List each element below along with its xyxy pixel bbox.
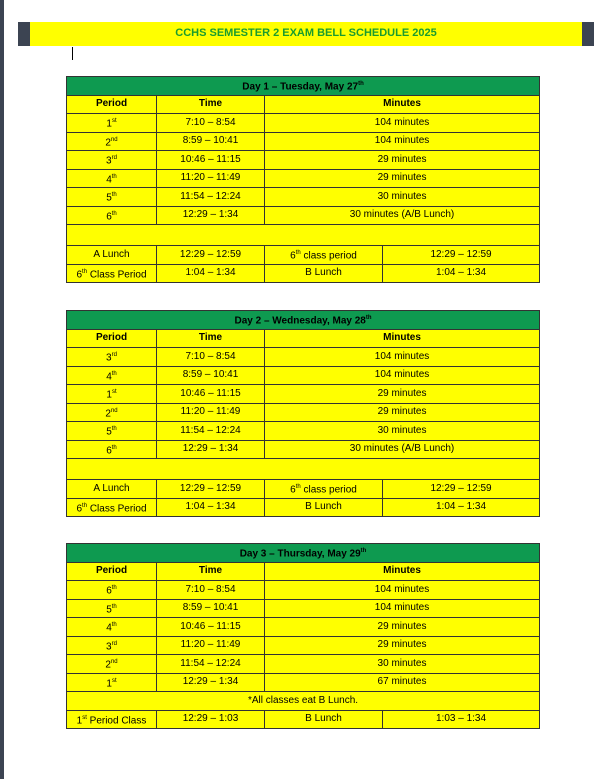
time-cell: 12:29 – 1:34 [157, 673, 265, 692]
ordinal-number: 1 [76, 714, 83, 726]
minutes-cell: 30 minutes (A/B Lunch) [265, 440, 540, 459]
period-header: Period [67, 95, 157, 114]
period-cell [67, 618, 157, 637]
table-row [67, 114, 540, 133]
minutes-cell: 104 minutes [265, 366, 540, 385]
class-period-time: 12:29 – 12:59 [383, 246, 540, 265]
ordinal-suffix: th [111, 370, 117, 377]
table-row [67, 385, 540, 404]
day-heading-text: Day 3 – Thursday, May 29 [239, 548, 361, 560]
ordinal-number: 1 [106, 677, 112, 689]
table-row [67, 151, 540, 170]
table-row [67, 348, 540, 367]
ordinal-suffix: th [111, 622, 117, 629]
lunch-row [67, 480, 540, 499]
ordinal-suffix: th [295, 484, 301, 491]
page-left-edge [0, 0, 4, 779]
period-cell [67, 188, 157, 207]
day3-schedule-table [66, 543, 540, 729]
table-row [67, 673, 540, 692]
spacer-row [67, 459, 540, 480]
day-heading-text: Day 2 – Wednesday, May 28 [234, 315, 366, 327]
ordinal-number: 3 [106, 640, 112, 652]
spacer-cell [67, 459, 540, 480]
class-period-label [265, 480, 383, 499]
minutes-cell: 29 minutes [265, 169, 540, 188]
ordinal-suffix: rd [111, 640, 117, 647]
b-lunch-label: B Lunch [265, 710, 383, 729]
class-period-label [67, 264, 157, 283]
ordinal-number: 6 [106, 444, 112, 456]
a-lunch-label: A Lunch [67, 480, 157, 499]
time-cell: 8:59 – 10:41 [157, 599, 265, 618]
period-cell [67, 169, 157, 188]
day3-heading [67, 544, 540, 563]
minutes-header: Minutes [265, 562, 540, 581]
ordinal-suffix: st [82, 714, 87, 721]
period-cell [67, 655, 157, 674]
time-cell: 11:20 – 11:49 [157, 636, 265, 655]
lunch-row [67, 498, 540, 517]
table-row [67, 581, 540, 600]
b-lunch-label: B Lunch [265, 264, 383, 283]
note-row [67, 692, 540, 711]
page-title: CCHS SEMESTER 2 EXAM BELL SCHEDULE 2025 [175, 27, 437, 39]
period-cell [67, 114, 157, 133]
table-row [67, 440, 540, 459]
time-cell: 7:10 – 8:54 [157, 348, 265, 367]
class-period-label [265, 246, 383, 265]
b-lunch-time: 1:04 – 1:34 [383, 264, 540, 283]
ordinal-suffix: th [111, 585, 117, 592]
day2-schedule-table [66, 310, 540, 517]
minutes-cell: 104 minutes [265, 581, 540, 600]
ordinal-suffix: th [111, 192, 117, 199]
ordinal-suffix: st [111, 677, 117, 684]
ordinal-suffix: rd [111, 352, 117, 359]
a-lunch-time: 12:29 – 12:59 [157, 246, 265, 265]
ordinal-number: 6 [106, 585, 112, 597]
time-cell: 7:10 – 8:54 [157, 581, 265, 600]
ordinal-number: 4 [106, 173, 112, 185]
spacer-cell [67, 225, 540, 246]
b-lunch-time: 1:04 – 1:34 [383, 498, 540, 517]
text-cursor [72, 47, 73, 60]
ordinal-suffix: nd [110, 407, 118, 414]
time-cell: 10:46 – 11:15 [157, 151, 265, 170]
minutes-cell: 30 minutes (A/B Lunch) [265, 206, 540, 225]
day-heading-suffix: th [365, 315, 372, 322]
ordinal-suffix: th [111, 603, 117, 610]
period-cell [67, 636, 157, 655]
ordinal-suffix: th [82, 502, 88, 509]
lunch-row [67, 710, 540, 729]
period-cell [67, 385, 157, 404]
ordinal-number: 2 [105, 136, 111, 148]
ordinal-number: 3 [106, 352, 112, 364]
lunch-row [67, 246, 540, 265]
time-cell: 10:46 – 11:15 [157, 618, 265, 637]
time-cell: 12:29 – 1:34 [157, 206, 265, 225]
class-period-time: 1:04 – 1:34 [157, 264, 265, 283]
cell-text: Class Period [87, 268, 147, 280]
time-cell: 8:59 – 10:41 [157, 132, 265, 151]
spacer-row [67, 225, 540, 246]
ordinal-number: 1 [106, 389, 112, 401]
period-cell [67, 366, 157, 385]
ordinal-suffix: rd [111, 155, 117, 162]
time-cell: 8:59 – 10:41 [157, 366, 265, 385]
lunch-note: *All classes eat B Lunch. [67, 692, 540, 711]
table-row [67, 422, 540, 441]
minutes-cell: 29 minutes [265, 618, 540, 637]
ordinal-suffix: th [111, 210, 117, 217]
table-row [67, 206, 540, 225]
period-header: Period [67, 562, 157, 581]
table-row [67, 169, 540, 188]
table-row [67, 188, 540, 207]
ordinal-suffix: st [111, 118, 117, 125]
day2-heading [67, 311, 540, 330]
minutes-header: Minutes [265, 95, 540, 114]
class-period-label [67, 498, 157, 517]
time-cell: 11:54 – 12:24 [157, 655, 265, 674]
time-cell: 11:20 – 11:49 [157, 403, 265, 422]
b-lunch-time: 1:03 – 1:34 [383, 710, 540, 729]
day1-schedule-table [66, 76, 540, 283]
class-period-time: 1:04 – 1:34 [157, 498, 265, 517]
cell-text: Period Class [86, 714, 147, 726]
period-cell [67, 581, 157, 600]
day-heading-text: Day 1 – Tuesday, May 27 [242, 81, 359, 93]
title-banner [18, 22, 594, 46]
period-class-label [67, 710, 157, 729]
period-cell [67, 440, 157, 459]
day-heading-suffix: th [360, 548, 367, 555]
cell-text: class period [300, 250, 357, 262]
table-row [67, 655, 540, 674]
table-row [67, 599, 540, 618]
ordinal-number: 2 [105, 659, 111, 671]
time-header: Time [157, 562, 265, 581]
minutes-cell: 30 minutes [265, 655, 540, 674]
ordinal-suffix: nd [110, 659, 118, 666]
minutes-cell: 104 minutes [265, 132, 540, 151]
period-cell [67, 673, 157, 692]
minutes-cell: 104 minutes [265, 599, 540, 618]
table-row [67, 618, 540, 637]
time-cell: 7:10 – 8:54 [157, 114, 265, 133]
minutes-cell: 29 minutes [265, 403, 540, 422]
minutes-cell: 67 minutes [265, 673, 540, 692]
ordinal-number: 1 [106, 118, 112, 130]
period-cell [67, 151, 157, 170]
ordinal-suffix: th [111, 444, 117, 451]
ordinal-suffix: th [295, 250, 301, 257]
lunch-row [67, 264, 540, 283]
day1-heading [67, 77, 540, 96]
period-header: Period [67, 329, 157, 348]
ordinal-suffix: th [82, 268, 88, 275]
ordinal-number: 3 [106, 155, 112, 167]
minutes-cell: 30 minutes [265, 188, 540, 207]
period-cell [67, 206, 157, 225]
column-header-row [67, 562, 540, 581]
minutes-cell: 29 minutes [265, 385, 540, 404]
minutes-cell: 104 minutes [265, 114, 540, 133]
time-header: Time [157, 329, 265, 348]
a-lunch-label: A Lunch [67, 246, 157, 265]
ordinal-number: 6 [106, 210, 112, 222]
a-lunch-time: 12:29 – 12:59 [157, 480, 265, 499]
table-row [67, 636, 540, 655]
column-header-row [67, 329, 540, 348]
class-period-time: 12:29 – 12:59 [383, 480, 540, 499]
table-row [67, 366, 540, 385]
minutes-cell: 104 minutes [265, 348, 540, 367]
period-cell [67, 348, 157, 367]
column-header-row [67, 95, 540, 114]
cell-text: class period [300, 484, 357, 496]
ordinal-number: 5 [106, 426, 112, 438]
ordinal-number: 4 [106, 370, 112, 382]
ordinal-suffix: nd [110, 136, 118, 143]
period-class-time: 12:29 – 1:03 [157, 710, 265, 729]
ordinal-number: 4 [106, 622, 112, 634]
ordinal-number: 2 [105, 407, 111, 419]
cell-text: Class Period [87, 502, 147, 514]
b-lunch-label: B Lunch [265, 498, 383, 517]
ordinal-suffix: st [111, 389, 117, 396]
ordinal-suffix: th [111, 426, 117, 433]
ordinal-number: 6 [76, 502, 83, 514]
day-heading-suffix: th [358, 81, 364, 88]
minutes-cell: 29 minutes [265, 151, 540, 170]
ordinal-number: 6 [290, 484, 296, 496]
ordinal-number: 5 [106, 192, 112, 204]
time-cell: 11:54 – 12:24 [157, 188, 265, 207]
ordinal-number: 5 [106, 603, 112, 615]
table-row [67, 403, 540, 422]
ordinal-number: 6 [290, 250, 296, 262]
period-cell [67, 403, 157, 422]
period-cell [67, 422, 157, 441]
ordinal-number: 6 [76, 268, 83, 280]
minutes-cell: 29 minutes [265, 636, 540, 655]
time-header: Time [157, 95, 265, 114]
ordinal-suffix: th [111, 173, 117, 180]
minutes-cell: 30 minutes [265, 422, 540, 441]
time-cell: 11:20 – 11:49 [157, 169, 265, 188]
table-row [67, 132, 540, 151]
time-cell: 12:29 – 1:34 [157, 440, 265, 459]
minutes-header: Minutes [265, 329, 540, 348]
period-cell [67, 599, 157, 618]
period-cell [67, 132, 157, 151]
time-cell: 10:46 – 11:15 [157, 385, 265, 404]
time-cell: 11:54 – 12:24 [157, 422, 265, 441]
banner-cap-right [582, 22, 594, 46]
